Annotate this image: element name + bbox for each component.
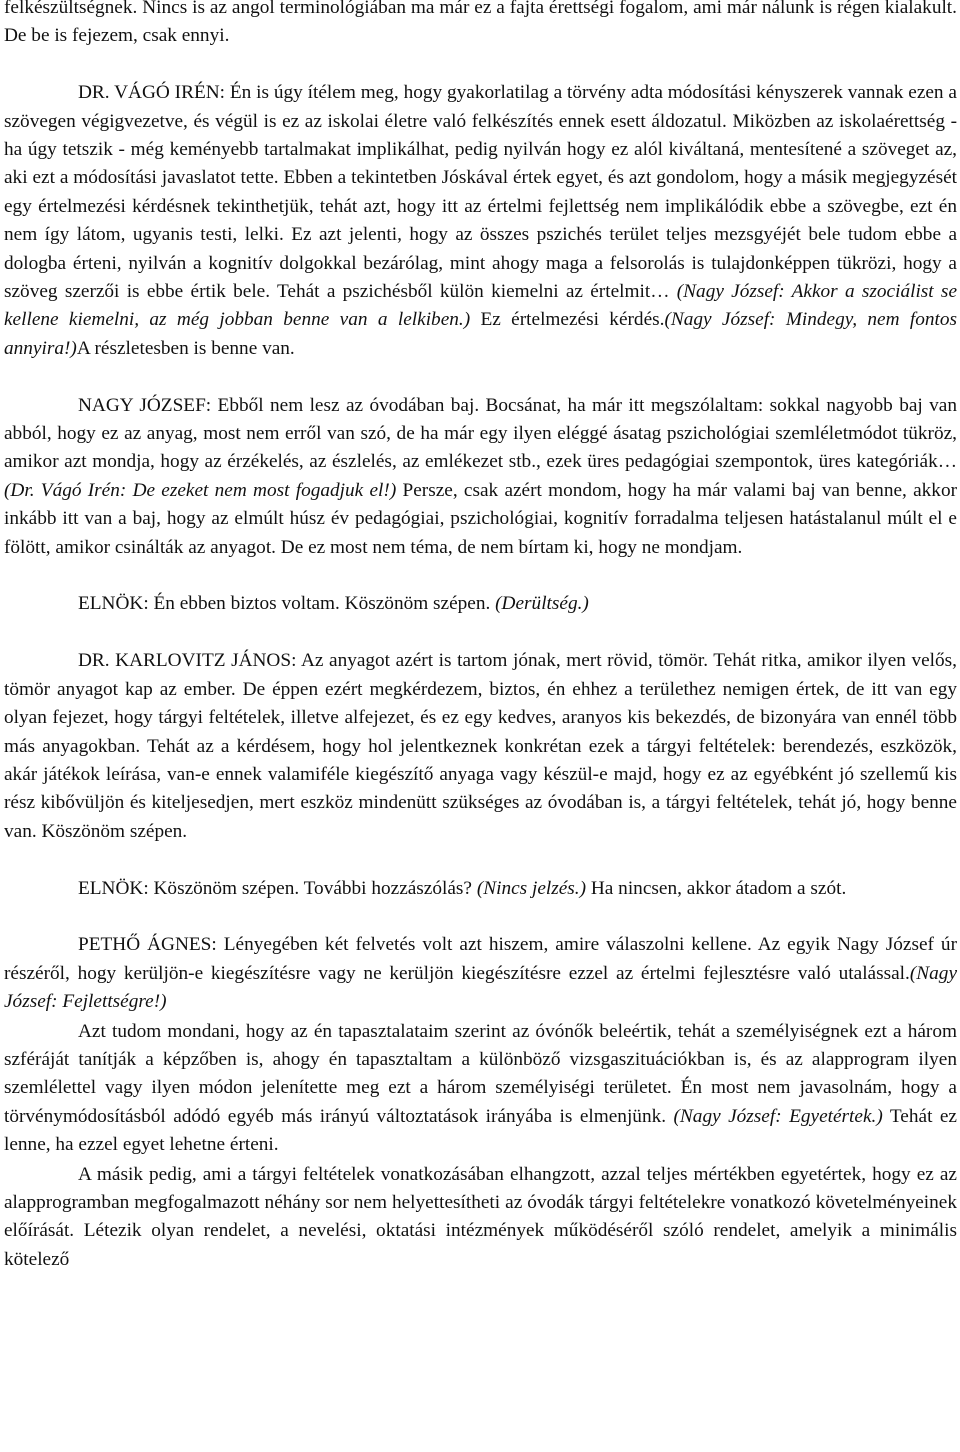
interjection-text: (Dr. Vágó Irén: De ezeket nem most fogadjuk el!) [4, 479, 397, 501]
paragraph-continuation [4, 0, 957, 51]
paragraph-petho-agnes-cont-2 [4, 1161, 957, 1275]
interjection-text: (Nincs jelzés.) [476, 877, 587, 899]
speech-text: Ha nincsen, akkor átadom a szót. [586, 877, 847, 899]
paragraph-petho-agnes [4, 931, 957, 1016]
paragraph-karlovitz-janos [4, 647, 957, 846]
interjection-text: (Nagy József: Fejlettségre!) [4, 962, 957, 1013]
paragraph-petho-agnes-cont-1 [4, 1018, 957, 1160]
speech-text: ELNÖK: Én ebben biztos voltam. Köszönöm szépen. [78, 593, 496, 615]
speech-text: Persze, csak azért mondom, hogy ha már valami baj van benne, akkor inkább itt van a baj, hogy az elmúlt húsz év pedagógiai, pszichológiai, kognitív forradalma teljesen hatástalanul múlt el e fölött, amikor csinálták az anyagot. De ez most nem téma, de nem bírtam ki, hogy ne mondjam. [4, 479, 957, 558]
speech-text: DR. KARLOVITZ JÁNOS: Az anyagot azért is tartom jónak, mert rövid, tömör. Tehát ritka, amikor ilyen velős, tömör anyagot kap az ember. De éppen ezért megkérdezem, biztos, én ehhez a területhez nemigen értek, de itt van egy olyan fejezet, hogy tárgyi feltételek, illetve alfejezet, és ez egy kedves, aranyos kis bekezdés, de bizonyára van ennél több más anyagokban. Tehát az a kérdésem, hogy hol jelentkeznek konkrétan ezek a tárgyi feltételek: berendezés, eszközök, akár játékok leírása, van-e ennek valamiféle kiegészítő anyaga vagy készül-e majd, hogy ez az egyébként jó szellemű kis rész kibővüljön és kiteljesedjen, mert eszköz mindenütt szükséges az óvodában is, a tárgyi feltételek, tehát jó, hogy benne van. Köszönöm szépen. [4, 650, 957, 842]
interjection-text: (Nagy József: Mindegy, nem fontos annyira!) [4, 309, 957, 359]
speech-text: Azt tudom mondani, hogy az én tapasztalataim szerint az óvónők beleértik, tehát a személyiségnek ezt a három szféráját tanítják a képzőben is, ahogy én tapasztaltam a különböző vizsgaszituációkban is, és az alapprogram ilyen szemlélettel vagy ilyen módon jelenítette meg ezt a három személyiségi területet. Én most nem javasolnám, hogy a törvénymódosításból adódó egyéb más irányú változtatások irányába is elmenjünk. [4, 1020, 957, 1127]
speech-text: Tehát ez lenne, ha ezzel egyet lehetne érteni. [4, 1105, 957, 1156]
speech-text: Ez értelmezési kérdés. [470, 309, 665, 331]
interjection-text: (Nagy József: Akkor a szociálist se kellene kiemelni, az még jobban benne van a lelkiben.) [4, 281, 957, 331]
paragraph-vago-iren [4, 79, 957, 363]
speech-text: A részletesben is benne van. [76, 337, 295, 359]
interjection-text: (Nagy József: Egyetértek.) [673, 1105, 883, 1127]
speech-text: PETHŐ ÁGNES: Lényegében két felvetés volt azt hiszem, amire válaszolni kellene. Az egyik Nagy József úr részéről, hogy kerüljön-e kiegészítésre vagy ne kerüljön kiegészítésre ezzel az értelmi fejlesztésre való utalással. [4, 934, 957, 984]
speech-text: ELNÖK: Köszönöm szépen. További hozzászólás? [78, 877, 477, 899]
paragraph-nagy-jozsef [4, 392, 957, 562]
interjection-text: (Derültség.) [495, 593, 589, 615]
speech-text: DR. VÁGÓ IRÉN: Én is úgy ítélem meg, hogy gyakorlatilag a törvény adta módosítási kényszerek vannak ezen a szövegen végigvezetve, és végül is ez az iskolai életre való felkészítés ennek esett áldozatul. Miközben az iskolaérettség - ha úgy tetszik - még keményebb tartalmakat implikálhat, pedig nyilván hogy ez alól kiváltaná, mentesítené a szöveget az, aki ezt a módosítási javaslatot tette. Ebben a tekintetben Jóskával értek egyet, és azt gondolom, hogy a másik megjegyzését egy értelmezési kérdésnek tekinthetjük, tehát azt, hogy itt az értelmi fejlettség nem implikálódik ebbe a szövegbe, ezt én nem így látom, ugyanis testi, lelki. Ez azt jelenti, hogy az összes pszichés terület teljes mezsgyéjét bele tudom ebbe a dologba érteni, nyilván a kognitív dolgokkal bezárólag, mint ahogy maga a felsorolás is tulajdonképpen tükrözi, hogy a szöveg szerzői is ebbe értik bele. Tehát a pszichésből külön kiemelni az értelmit… [4, 82, 957, 303]
paragraph-elnok-1 [4, 590, 957, 618]
paragraph-elnok-2 [4, 875, 957, 903]
speech-text: felkészültségnek. Nincs is az angol terminológiában ma már ez a fajta érettségi fogalom, ami már nálunk is régen kialakult. De be is fejezem, csak ennyi. [4, 0, 957, 47]
speech-text: A másik pedig, ami a tárgyi feltételek vonatkozásában elhangzott, azzal teljes mértékben egyetértek, hogy ez az alapprogramban megfogalmazott néhány sor nem helyettesítheti az óvodák tárgyi feltételekre vonatkozó követelményeinek előírását. Létezik olyan rendelet, a nevelési, oktatási intézmények működéséről szóló rendelet, amelyik a minimális kötelező [4, 1163, 957, 1270]
speech-text: NAGY JÓZSEF: Ebből nem lesz az óvodában baj. Bocsánat, ha már itt megszólaltam: sokkal nagyobb baj van abból, hogy ez az anyag, most nem erről van szó, de ha már egy ilyen eléggé ásatag pszichológiai szemléletmódot tükröz, amikor azt mondja, hogy az érzékelés, az észlelés, az emlékezet stb., ezek üres pedagógiai szempontok, üres kategóriák… [4, 394, 957, 473]
